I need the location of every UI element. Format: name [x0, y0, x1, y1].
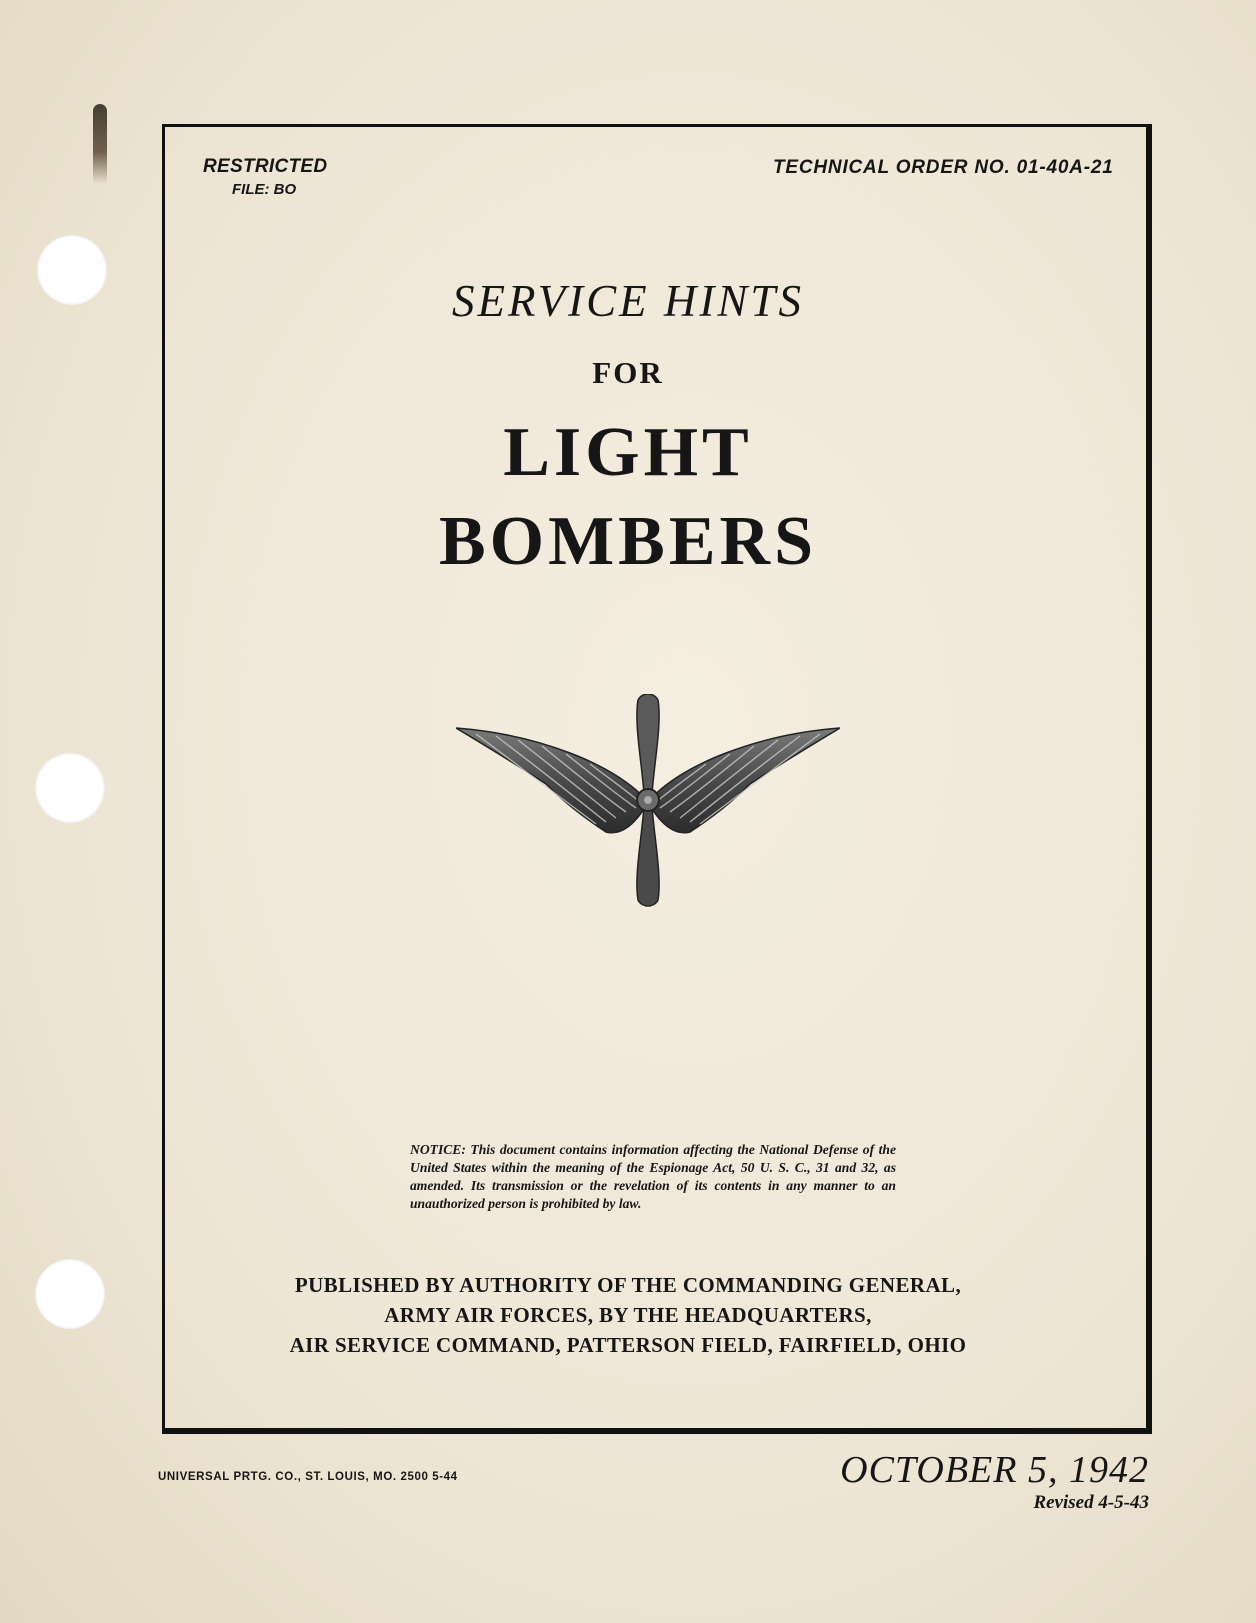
file-label: FILE: BO — [232, 181, 297, 198]
publication-date: OCTOBER 5, 1942 — [840, 1449, 1149, 1491]
restricted-label: RESTRICTED — [203, 156, 328, 177]
published-line-3: AIR SERVICE COMMAND, PATTERSON FIELD, FAIRFIELD, OHIO — [289, 1333, 967, 1357]
title-light: LIGHT — [503, 414, 753, 491]
revision-date: Revised 4-5-43 — [1033, 1492, 1149, 1513]
title-bombers: BOMBERS — [438, 503, 818, 580]
winged-propeller-insignia-icon — [456, 694, 840, 938]
printer-imprint: UNIVERSAL PRTG. CO., ST. LOUIS, MO. 2500 5-44 — [158, 1471, 458, 1483]
title-for: FOR — [592, 355, 664, 390]
technical-order-number: TECHNICAL ORDER NO. 01-40A-21 — [773, 157, 1114, 178]
published-line-2: ARMY AIR FORCES, BY THE HEADQUARTERS, — [384, 1303, 872, 1327]
binder-hole-middle — [35, 753, 105, 823]
rust-stain — [93, 104, 107, 184]
published-line-1: PUBLISHED BY AUTHORITY OF THE COMMANDING GENERAL, — [294, 1273, 962, 1297]
title-service-hints: SERVICE HINTS — [452, 276, 804, 326]
publication-authority — [0, 1270, 1256, 1360]
espionage-act-notice: NOTICE: This document contains information affecting the National Defense of the United States within the meaning of the Espionage Act, 50 U. S. C., 31 and 32, as amended. Its transmission or the revelation of its contents in any manner to an unauthorized person is prohibited by law. — [410, 1142, 896, 1211]
